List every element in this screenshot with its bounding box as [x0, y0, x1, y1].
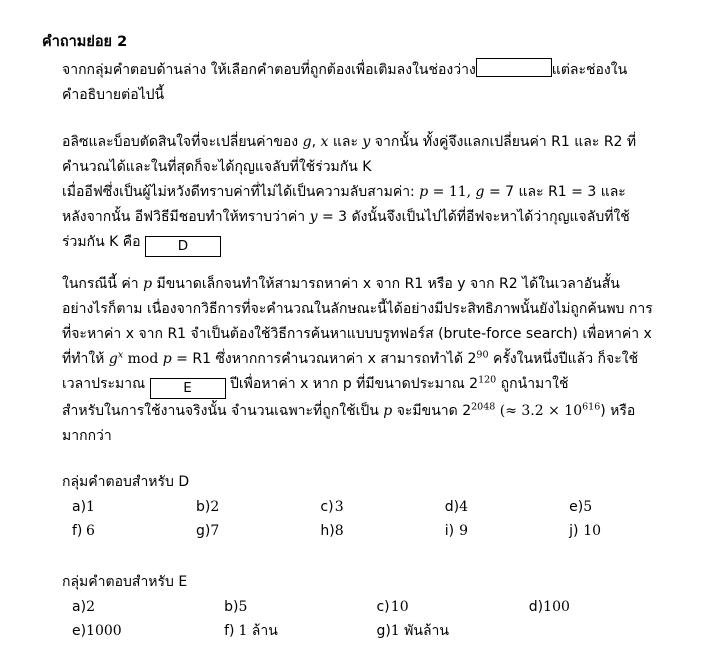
var-x: x [320, 134, 329, 150]
inline-blank-box[interactable] [476, 58, 552, 77]
option-row [72, 495, 601, 519]
option-label: b) [224, 599, 239, 615]
option-label: c) [376, 599, 390, 615]
p1-line-2: คำนวณได้และในที่สุดก็จะได้กุญแจลับที่ใช้ร่วมกัน K [62, 159, 372, 175]
option-label: g) [196, 523, 211, 539]
exp-2048: 2048 [471, 401, 496, 413]
var-g-2: g [475, 184, 485, 200]
p2-line-7: มากกว่า [62, 428, 112, 444]
page-title: คำถามย่อย 2 [42, 34, 128, 50]
option-value[interactable]: 8 [334, 523, 344, 539]
p1-l1-b: จากนั้น ทั้งคู่จึงแลกเปลี่ยนค่า R1 และ R2 ที่ [370, 134, 637, 150]
p2-line-1 [62, 272, 682, 297]
p1-l4-a: หลังจากนั้น อีฟวิธีมีชอบทำให้ทราบว่าค่า [62, 209, 310, 225]
p1-l3-c: = 7 และ R1 = 3 และ [484, 184, 626, 200]
var-p-2: p [143, 276, 153, 292]
option-value[interactable]: 5 [238, 599, 248, 615]
p2-line-5 [62, 372, 682, 399]
answer-group-d-heading: กลุ่มคำตอบสำหรับ D [62, 474, 190, 490]
option-value[interactable]: 7 [210, 523, 220, 539]
option-label: d) [444, 499, 460, 515]
blank-answer-d[interactable]: D [145, 236, 221, 257]
exp-120: 120 [478, 374, 497, 386]
option-value[interactable]: 1 ล้าน [238, 623, 278, 639]
p1-line-3 [62, 180, 682, 205]
p1-l3-b: = 11, [428, 184, 476, 200]
p1-l4-b: = 3 ดังนั้นจึงเป็นไปได้ที่อีฟจะหาได้ว่ากุญแจลับที่ใช้ [317, 209, 630, 225]
var-p: p [419, 184, 429, 200]
option-label: e) [72, 623, 87, 639]
answer-options-d [72, 495, 601, 543]
paragraph-1 [62, 130, 682, 257]
intro-line-1 [62, 58, 682, 83]
var-p-4: p [383, 403, 393, 419]
exp-x: x [117, 349, 124, 361]
option-label: h) [320, 523, 335, 539]
p2-l1-b: มีขนาดเล็กจนทำให้สามารถหาค่า x จาก R1 หรือ y จาก R2 ได้ในเวลาอันสั้น [152, 276, 620, 292]
option-label: g) [376, 623, 391, 639]
blank-answer-e[interactable]: E [150, 378, 226, 399]
option-value[interactable]: 1 พันล้าน [390, 623, 449, 639]
p2-line-6 [62, 399, 682, 424]
p2-l6-c: (≈ 3.2 × 10 [495, 403, 583, 419]
p1-line-1 [62, 130, 682, 155]
paragraph-2 [62, 272, 682, 449]
option-value[interactable]: 100 [543, 599, 570, 615]
p1-comma: , [311, 134, 321, 150]
option-label: c) [320, 499, 334, 515]
option-label: e) [569, 499, 584, 515]
exp-90: 90 [476, 349, 489, 361]
option-label: i) [444, 523, 455, 539]
p2-l5-a: เวลาประมาณ [62, 376, 146, 392]
option-label: a) [72, 499, 87, 515]
option-value[interactable]: 1000 [86, 623, 122, 639]
p1-l3-a: เมื่ออีฟซึ่งเป็นผู้ไม่หวังดีทราบค่าที่ไม่ได้เป็นความลับสามค่า: [62, 184, 420, 200]
p2-line-3: ที่จะหาค่า x จาก R1 จำเป็นต้องใช้วิธีการค้นหาแบบบรูทฟอร์ส (brute-force search) เพื่อหาค่า x [62, 326, 652, 342]
answer-options-e [72, 595, 570, 643]
p2-line-4 [62, 347, 682, 372]
intro-paragraph [62, 58, 682, 108]
p1-line-4 [62, 205, 682, 230]
option-row [72, 619, 570, 643]
p2-l4-b: mod [123, 351, 163, 367]
intro-text-a: จากกลุ่มคำตอบด้านล่าง ให้เลือกคำตอบที่ถูกต้องเพื่อเติมลงในช่องว่าง [62, 62, 476, 78]
option-row [72, 595, 570, 619]
answer-group-e-heading: กลุ่มคำตอบสำหรับ E [62, 574, 188, 590]
option-value[interactable]: 10 [583, 523, 602, 539]
option-label: a) [72, 599, 87, 615]
p2-l4-d: ครั้งในหนึ่งปีแล้ว ก็จะใช้ [488, 351, 639, 367]
option-label: f) [224, 623, 235, 639]
var-g: g [302, 134, 312, 150]
option-label: d) [528, 599, 544, 615]
p2-l4-c: = R1 ซึ่งหากการคำนวณหาค่า x สามารถทำได้ 2 [171, 351, 477, 367]
option-value[interactable]: 4 [459, 499, 469, 515]
var-y: y [362, 134, 371, 150]
option-label: b) [196, 499, 211, 515]
p1-l1-a: อลิซและบ็อบตัดสินใจที่จะเปลี่ยนค่าของ [62, 134, 303, 150]
p2-l6-a: สำหรับในการใช้งานจริงนั้น จำนวนเฉพาะที่ถูกใช้เป็น [62, 403, 384, 419]
exp-616: 616 [582, 401, 601, 413]
var-y-2: y [309, 209, 318, 225]
option-label: f) [72, 523, 83, 539]
option-value[interactable]: 9 [459, 523, 469, 539]
option-value[interactable]: 6 [86, 523, 95, 539]
option-label: j) [569, 523, 579, 539]
p1-and: และ [328, 134, 363, 150]
p2-l4-a: ที่ทำให้ [62, 351, 109, 367]
option-value[interactable]: 10 [390, 599, 409, 615]
option-value[interactable]: 5 [583, 499, 593, 515]
var-g-3: g [108, 351, 118, 367]
option-value[interactable]: 1 [86, 499, 95, 515]
intro-text-b: แต่ละช่องใน [551, 62, 628, 78]
var-p-3: p [162, 351, 172, 367]
answer-group-e [62, 570, 682, 643]
p2-l1-a: ในกรณีนี้ ค่า [62, 276, 144, 292]
intro-line-2: คำอธิบายต่อไปนี้ [62, 87, 165, 103]
answer-group-d [62, 470, 682, 543]
option-value[interactable]: 3 [334, 499, 344, 515]
option-row [72, 519, 601, 543]
p1-l5: ร่วมกัน K คือ [62, 234, 141, 250]
p2-l6-d: ) หรือ [600, 403, 636, 419]
p2-l5-c: ถูกนำมาใช้ [496, 376, 569, 392]
p2-line-2: อย่างไรก็ตาม เนื่องจากวิธีการที่จะคำนวณในลักษณะนี้ได้อย่างมีประสิทธิภาพนั้นยังไม่ถูกค้นพบ การ [62, 301, 653, 317]
p2-l6-b: จะมีขนาด 2 [392, 403, 472, 419]
p2-l5-b: ปีเพื่อหาค่า x หาก p ที่มีขนาดประมาณ 2 [230, 376, 479, 392]
option-value[interactable]: 2 [210, 499, 220, 515]
p1-line-5 [62, 230, 682, 257]
option-value[interactable]: 2 [86, 599, 95, 615]
